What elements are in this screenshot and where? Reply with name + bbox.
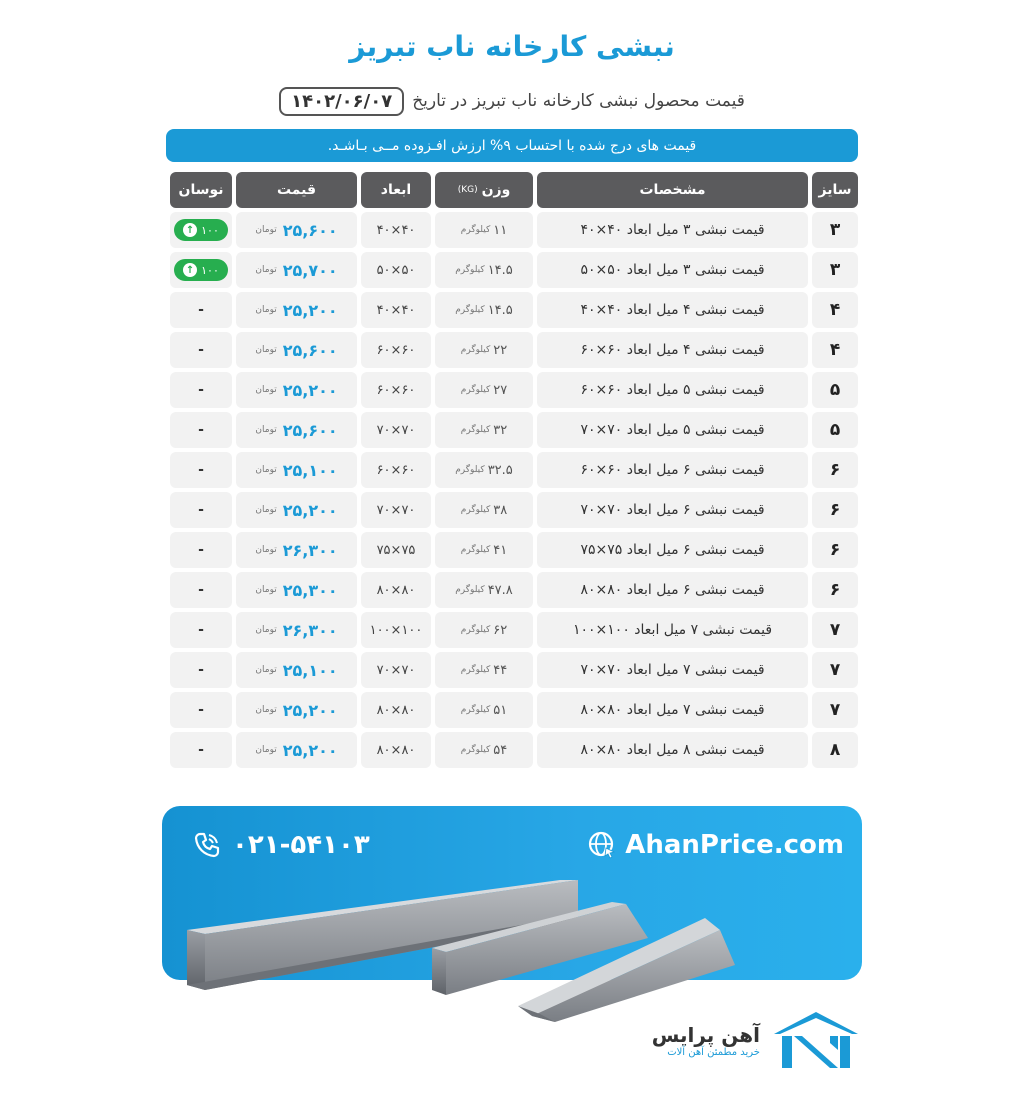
dimension-cell [361,412,431,448]
weight-value: ۳۲ [493,422,508,438]
size-cell [812,252,858,288]
weight-unit: کیلوگرم [460,505,491,515]
size-value: ۸ [829,740,841,760]
weight-unit: کیلوگرم [460,665,491,675]
dimension-value: ۷۰×۷۰ [376,502,416,518]
price-cell [236,372,357,408]
change-cell [170,332,232,368]
dimension-value: ۴۰×۴۰ [376,302,416,318]
size-cell [812,652,858,688]
table-row [166,732,858,768]
spec-value: قیمت نبشی ۵ میل ابعاد ۶۰×۶۰ [580,382,765,398]
weight-value: ۶۲ [493,622,508,638]
spec-cell [537,332,808,368]
weight-value: ۱۴.۵ [487,302,513,318]
weight-unit: کیلوگرم [455,585,485,595]
weight-unit: کیلوگرم [455,265,485,275]
vat-notice: قیمت های درج شده با احتساب ۹% ارزش افـزوده مــی بـاشـد. [166,129,858,162]
dimension-cell [361,332,431,368]
change-value: ۱۰۰ [201,223,219,237]
price-unit: تومان [255,625,277,635]
price-value: ۲۵,۲۰۰ [282,700,338,720]
spec-cell [537,612,808,648]
price-unit: تومان [255,665,277,675]
weight-value: ۴۱ [493,542,508,558]
price-table [166,172,858,772]
price-unit: تومان [255,425,277,435]
spec-value: قیمت نبشی ۴ میل ابعاد ۶۰×۶۰ [580,342,765,358]
spec-cell [537,492,808,528]
change-value: - [198,622,204,638]
table-row [166,652,858,688]
table-row [166,492,858,528]
price-value: ۲۶,۳۰۰ [282,620,338,640]
dimension-cell [361,452,431,488]
spec-cell [537,692,808,728]
size-cell [812,412,858,448]
change-value: - [198,702,204,718]
table-header-row [166,172,858,208]
change-value: - [198,382,204,398]
size-value: ۷ [829,620,841,640]
website-url: AhanPrice.com [625,830,844,860]
weight-cell [435,732,533,768]
size-cell [812,692,858,728]
size-value: ۶ [829,500,841,520]
price-cell [236,452,357,488]
spec-cell [537,292,808,328]
size-value: ۴ [829,340,841,360]
weight-unit: کیلوگرم [460,225,491,235]
spec-value: قیمت نبشی ۶ میل ابعاد ۸۰×۸۰ [580,582,765,598]
size-value: ۳ [829,260,841,280]
change-cell [170,492,232,528]
change-value: - [198,542,204,558]
weight-value: ۳۲.۵ [487,462,513,478]
weight-value: ۵۴ [493,742,508,758]
size-cell [812,492,858,528]
dimension-value: ۶۰×۶۰ [376,342,416,358]
size-cell [812,452,858,488]
price-cell [236,412,357,448]
weight-cell [435,332,533,368]
change-cell [170,572,232,608]
spec-value: قیمت نبشی ۷ میل ابعاد ۱۰۰×۱۰۰ [572,622,773,638]
page-title: نبشی کارخانه ناب تبریز [349,30,675,63]
price-unit: تومان [255,385,277,395]
size-cell [812,572,858,608]
weight-cell [435,252,533,288]
price-unit: تومان [255,465,277,475]
size-cell [812,732,858,768]
phone-number: ۰۲۱-۵۴۱۰۳ [232,830,370,860]
price-unit: تومان [255,745,277,755]
change-cell [170,732,232,768]
subtitle: قیمت محصول نبشی کارخانه ناب تبریز در تاریخ [412,91,745,111]
table-body [166,212,858,768]
price-cell [236,212,357,248]
change-value: - [198,742,204,758]
spec-value: قیمت نبشی ۵ میل ابعاد ۷۰×۷۰ [580,422,765,438]
dimension-value: ۸۰×۸۰ [376,582,416,598]
weight-value: ۲۷ [493,382,508,398]
header-spec: مشخصات [537,172,808,208]
weight-value: ۴۷.۸ [487,582,513,598]
change-cell [170,292,232,328]
table-row [166,692,858,728]
spec-value: قیمت نبشی ۳ میل ابعاد ۵۰×۵۰ [580,262,765,278]
change-cell [170,612,232,648]
weight-unit: کیلوگرم [460,625,491,635]
size-value: ۷ [829,660,841,680]
size-value: ۵ [829,420,841,440]
ad-banner[interactable] [162,806,862,980]
dimension-value: ۸۰×۸۰ [376,742,416,758]
change-value: - [198,462,204,478]
weight-unit: کیلوگرم [460,745,491,755]
table-row [166,372,858,408]
weight-cell [435,372,533,408]
spec-value: قیمت نبشی ۷ میل ابعاد ۷۰×۷۰ [580,662,765,678]
spec-cell [537,732,808,768]
weight-value: ۳۸ [493,502,508,518]
table-row [166,292,858,328]
dimension-value: ۷۰×۷۰ [376,422,416,438]
weight-value: ۲۲ [493,342,508,358]
dimension-cell [361,652,431,688]
brand-tagline: خرید مطمئن آهن آلات [667,1046,760,1058]
change-value: - [198,582,204,598]
ahanprice-logo[interactable] [630,1008,860,1072]
weight-cell [435,532,533,568]
ahanprice-logo-icon [772,1010,860,1070]
weight-cell [435,492,533,528]
weight-cell [435,572,533,608]
dimension-cell [361,492,431,528]
table-row [166,572,858,608]
weight-unit: کیلوگرم [460,545,491,555]
table-row [166,412,858,448]
header-size: سایز [812,172,858,208]
price-value: ۲۵,۲۰۰ [282,740,338,760]
price-cell [236,252,357,288]
phone-contact[interactable] [192,830,370,860]
price-cell [236,652,357,688]
price-cell [236,692,357,728]
change-value: - [198,302,204,318]
header-change: نوسان [170,172,232,208]
spec-cell [537,452,808,488]
weight-unit: کیلوگرم [460,385,491,395]
table-row [166,612,858,648]
size-cell [812,212,858,248]
price-unit: تومان [255,705,277,715]
weight-cell [435,452,533,488]
dimension-value: ۵۰×۵۰ [376,262,416,278]
weight-unit: کیلوگرم [460,705,491,715]
dimension-cell [361,372,431,408]
spec-cell [537,572,808,608]
price-value: ۲۵,۶۰۰ [282,420,338,440]
table-row [166,212,858,248]
spec-cell [537,532,808,568]
size-value: ۳ [829,220,841,240]
table-row [166,332,858,368]
table-row [166,532,858,568]
change-cell [170,372,232,408]
price-unit: تومان [255,505,277,515]
size-cell [812,332,858,368]
price-value: ۲۵,۶۰۰ [282,340,338,360]
brand-name: آهن پرایس [651,1022,760,1047]
dimension-cell [361,732,431,768]
change-cell [170,412,232,448]
price-value: ۲۵,۱۰۰ [282,660,338,680]
weight-cell [435,612,533,648]
spec-cell [537,412,808,448]
size-cell [812,612,858,648]
price-value: ۲۵,۳۰۰ [282,580,338,600]
spec-cell [537,212,808,248]
spec-value: قیمت نبشی ۷ میل ابعاد ۸۰×۸۰ [580,702,765,718]
dimension-value: ۱۰۰×۱۰۰ [369,622,423,638]
dimension-value: ۷۰×۷۰ [376,662,416,678]
change-up-badge [174,219,228,241]
weight-cell [435,652,533,688]
change-cell [170,652,232,688]
header-dim: ابعاد [361,172,431,208]
dimension-value: ۸۰×۸۰ [376,702,416,718]
dimension-value: ۶۰×۶۰ [376,462,416,478]
price-value: ۲۵,۱۰۰ [282,460,338,480]
price-cell [236,532,357,568]
header-price: قیمت [236,172,357,208]
dimension-cell [361,692,431,728]
size-value: ۶ [829,460,841,480]
price-unit: تومان [255,345,277,355]
price-cell [236,332,357,368]
weight-cell [435,212,533,248]
price-unit: تومان [255,545,277,555]
price-unit: تومان [255,305,277,315]
price-unit: تومان [255,225,277,235]
price-unit: تومان [255,265,277,275]
size-value: ۵ [829,380,841,400]
spec-value: قیمت نبشی ۶ میل ابعاد ۷۰×۷۰ [580,502,765,518]
weight-value: ۵۱ [493,702,508,718]
phone-icon [192,830,222,860]
price-value: ۲۶,۳۰۰ [282,540,338,560]
price-cell [236,572,357,608]
size-value: ۴ [829,300,841,320]
dimension-cell [361,612,431,648]
weight-unit: کیلوگرم [460,425,491,435]
price-value: ۲۵,۲۰۰ [282,500,338,520]
weight-value: ۴۴ [493,662,508,678]
size-cell [812,532,858,568]
size-value: ۶ [829,580,841,600]
change-cell [170,212,232,248]
change-cell [170,252,232,288]
arrow-up-icon: ↑ [183,263,197,277]
dimension-value: ۶۰×۶۰ [376,382,416,398]
size-value: ۶ [829,540,841,560]
spec-value: قیمت نبشی ۴ میل ابعاد ۴۰×۴۰ [580,302,765,318]
price-value: ۲۵,۷۰۰ [282,260,338,280]
globe-cursor-icon [587,830,617,860]
weight-value: ۱۱ [493,222,508,238]
header-weight [435,172,533,208]
dimension-cell [361,532,431,568]
dimension-cell [361,252,431,288]
change-value: - [198,662,204,678]
spec-value: قیمت نبشی ۸ میل ابعاد ۸۰×۸۰ [580,742,765,758]
price-unit: تومان [255,585,277,595]
spec-value: قیمت نبشی ۶ میل ابعاد ۶۰×۶۰ [580,462,765,478]
weight-unit: کیلوگرم [455,305,485,315]
price-value: ۲۵,۶۰۰ [282,220,338,240]
weight-value: ۱۴.۵ [487,262,513,278]
table-row [166,252,858,288]
website-link[interactable] [587,830,844,860]
size-cell [812,292,858,328]
change-value: - [198,342,204,358]
change-value: - [198,422,204,438]
header-weight-label: وزن [481,182,511,198]
weight-cell [435,412,533,448]
dimension-value: ۷۵×۷۵ [376,542,416,558]
dimension-cell [361,292,431,328]
price-cell [236,732,357,768]
arrow-up-icon: ↑ [183,223,197,237]
change-value: ۱۰۰ [201,263,219,277]
table-row [166,452,858,488]
dimension-cell [361,572,431,608]
price-value: ۲۵,۲۰۰ [282,380,338,400]
dimension-value: ۴۰×۴۰ [376,222,416,238]
change-value: - [198,502,204,518]
change-cell [170,692,232,728]
spec-cell [537,372,808,408]
spec-value: قیمت نبشی ۳ میل ابعاد ۴۰×۴۰ [580,222,765,238]
spec-value: قیمت نبشی ۶ میل ابعاد ۷۵×۷۵ [580,542,765,558]
size-value: ۷ [829,700,841,720]
change-cell [170,452,232,488]
logo-text [652,1023,760,1058]
weight-unit: کیلوگرم [460,345,491,355]
weight-unit: کیلوگرم [455,465,485,475]
spec-cell [537,652,808,688]
header-weight-unit: (KG) [457,185,478,195]
change-cell [170,532,232,568]
price-cell [236,292,357,328]
price-cell [236,612,357,648]
spec-cell [537,252,808,288]
price-value: ۲۵,۲۰۰ [282,300,338,320]
weight-cell [435,692,533,728]
change-up-badge [174,259,228,281]
dimension-cell [361,212,431,248]
weight-cell [435,292,533,328]
subtitle-row [0,84,1024,118]
size-cell [812,372,858,408]
price-cell [236,492,357,528]
date-badge: ۱۴۰۲/۰۶/۰۷ [279,87,404,116]
